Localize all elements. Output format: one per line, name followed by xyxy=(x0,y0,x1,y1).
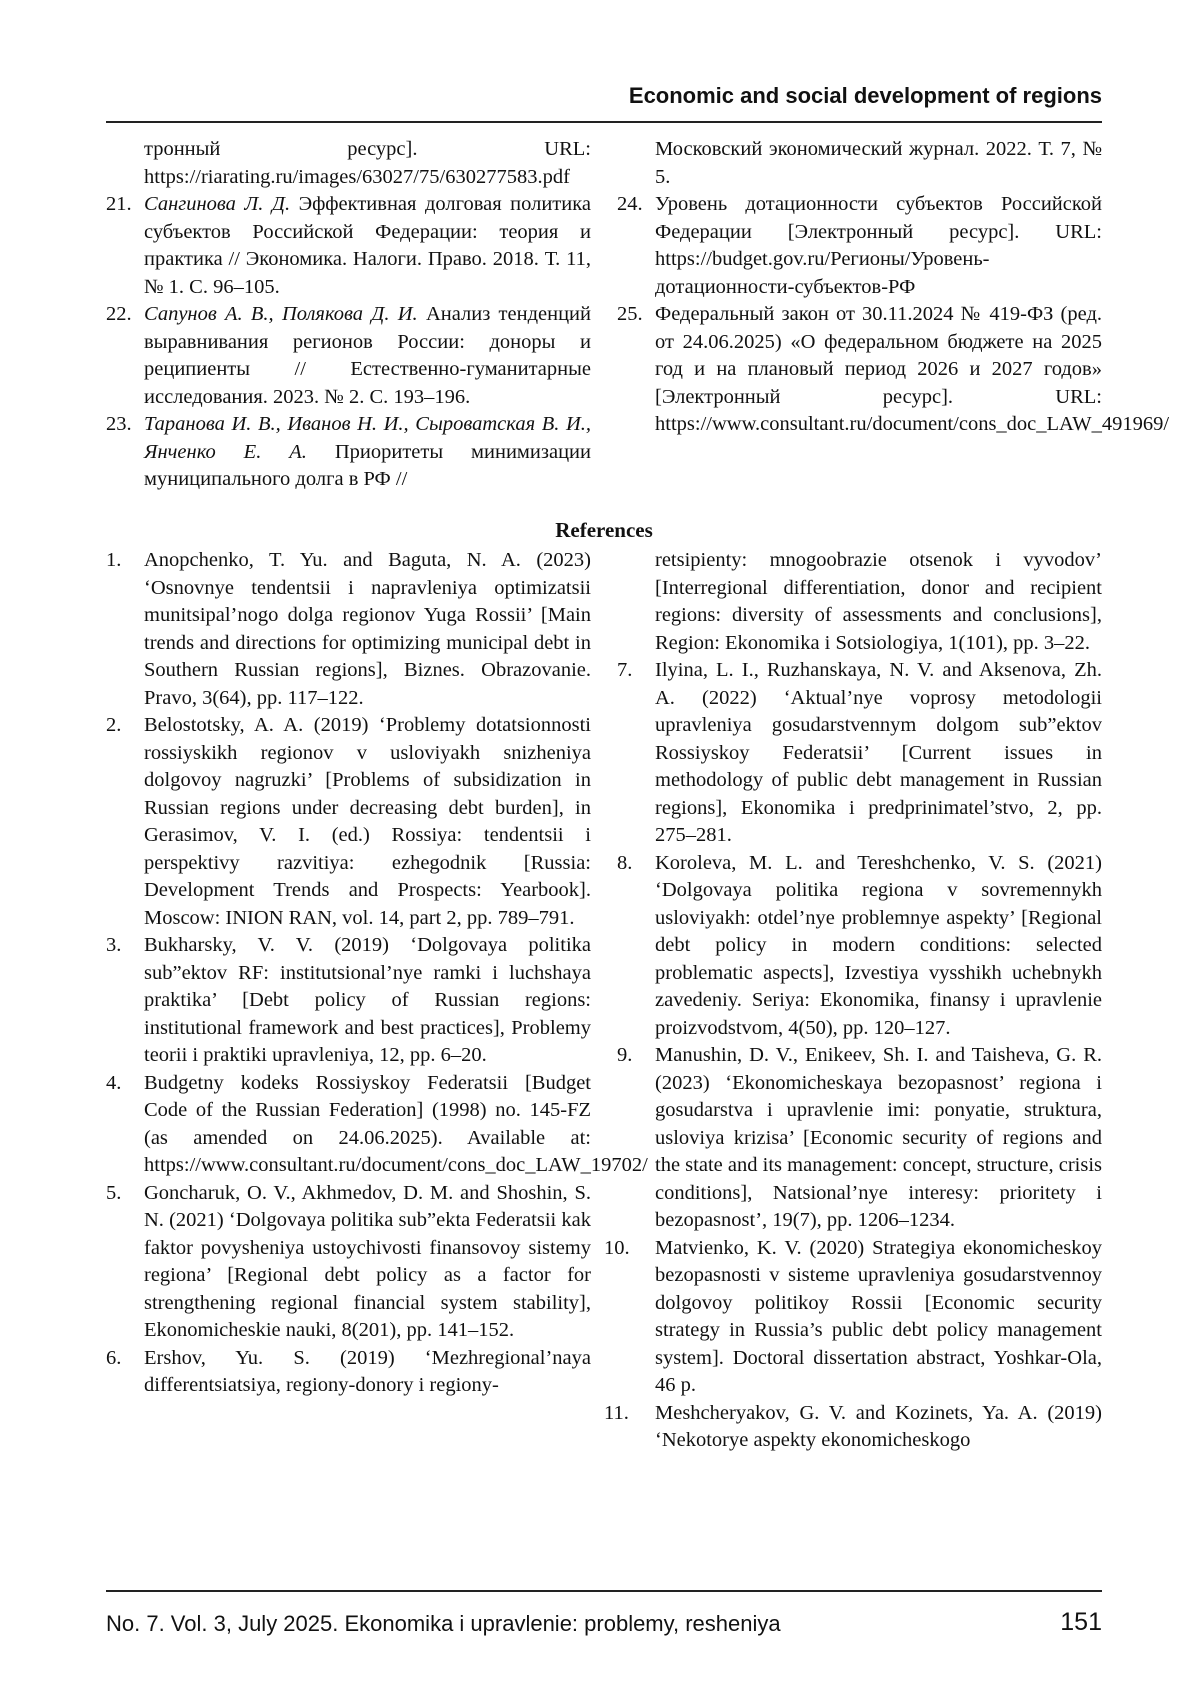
reference-item xyxy=(106,712,591,932)
reference-text: Приоритеты минимизации муниципального долга в РФ // xyxy=(144,440,591,490)
reference-number: 7. xyxy=(617,659,633,681)
reference-authors: Сапунов А. В., Полякова Д. И. xyxy=(144,303,418,325)
reference-item xyxy=(617,301,1170,439)
footer-rule xyxy=(106,1590,1102,1592)
reference-number: 24. xyxy=(617,193,643,215)
reference-number: 23. xyxy=(106,413,132,435)
reference-number: 2. xyxy=(106,714,122,736)
reference-text: Meshcheryakov, G. V. and Kozinets, Ya. A. (2019) ‘Nekotorye aspekty ekonomicheskogo xyxy=(655,1401,1102,1451)
references-right-column xyxy=(604,547,1102,1455)
reference-item xyxy=(604,1400,1102,1455)
reference-text: Bukharsky, V. V. (2019) ‘Dolgovaya politika sub”ektov RF: institutsional’nye ramki i luchshaya praktika’ [Debt policy of Russian regions: institutional framework and best practices], Problemy teorii i praktiki upravleniya, 12, pp. 6–20. xyxy=(144,934,591,1066)
reference-item xyxy=(106,547,591,712)
russian-refs-right-column xyxy=(617,136,1170,439)
reference-continuation: Московский экономический журнал. 2022. Т. 7, № 5. xyxy=(655,138,1102,188)
references-heading: References xyxy=(555,518,653,542)
reference-number: 21. xyxy=(106,193,132,215)
reference-item xyxy=(604,1235,1102,1400)
reference-item xyxy=(106,411,591,494)
reference-text: Anopchenko, T. Yu. and Baguta, N. A. (2023) ‘Osnovnye tendentsii i napravleniya optimizatsii munitsipal’nogo dolga regionov Yuga Rossii’ [Main trends and directions for optimizing municipal debt in Southern Russian regions], Biznes. Obrazovanie. Pravo, 3(64), pp. 117–122. xyxy=(144,549,591,709)
reference-text: Эффективная долговая политика субъектов Российской Федерации: теория и практика // Экономика. Налоги. Право. 2018. Т. 11, № 1. С. 96–105. xyxy=(144,193,591,298)
reference-text: Уровень дотационности субъектов Российской Федерации [Электронный ресурс]. URL: https://budget.gov.ru/Регионы/Уровень-дотационности-субъектов-РФ xyxy=(655,193,1102,298)
reference-number: 6. xyxy=(106,1346,122,1369)
reference-item xyxy=(106,1345,591,1400)
reference-continuation: тронный ресурс]. URL: https://riarating.ru/images/63027/75/630277583.pdf xyxy=(144,138,591,188)
reference-item xyxy=(106,932,591,1070)
reference-number: 22. xyxy=(106,303,132,325)
reference-item xyxy=(617,850,1102,1043)
journal-footer: No. 7. Vol. 3, July 2025. Ekonomika i upravlenie: problemy, resheniya xyxy=(106,1611,781,1636)
reference-item xyxy=(106,1070,648,1180)
reference-text: Goncharuk, O. V., Akhmedov, D. M. and Shoshin, S. N. (2021) ‘Dolgovaya politika sub”ekta Federatsii kak faktor povysheniya ustoychivosti finansovoy sistemy regiona’ [Regional debt policy as a factor for strengthening regional financial system stability], Ekonomicheskie nauki, 8(201), pp. 141–152. xyxy=(144,1181,591,1341)
reference-number: 11. xyxy=(604,1401,629,1424)
header-rule xyxy=(106,121,1102,123)
reference-item xyxy=(617,657,1102,850)
reference-number: 3. xyxy=(106,934,122,956)
reference-number: 4. xyxy=(106,1071,122,1094)
reference-text: Budgetny kodeks Rossiyskoy Federatsii [Budget Code of the Russian Federation] (1998) no. 145-FZ (as amended on 24.06.2025). Available at: https://www.consultant.ru/document/cons_doc_LAW_19702/ xyxy=(144,1071,648,1176)
reference-number: 9. xyxy=(617,1044,633,1066)
reference-number: 1. xyxy=(106,549,122,571)
reference-item xyxy=(617,191,1102,301)
reference-text: Manushin, D. V., Enikeev, Sh. I. and Taisheva, G. R. (2023) ‘Ekonomicheskaya bezopasnost’ regiona i gosudarstva i upravlenie imi: ponyatie, struktura, usloviya krizisa’ [Economic security of regions and the state and its management: concept, structure, crisis conditions], Natsional’nye interesy: prioritety i bezopasnost’, 19(7), pp. 1206–1234. xyxy=(655,1044,1102,1231)
reference-number: 10. xyxy=(604,1236,630,1259)
page-number: 151 xyxy=(1060,1608,1102,1636)
reference-text: Koroleva, M. L. and Tereshchenko, V. S. (2021) ‘Dolgovaya politika regiona v sovremennykh usloviyakh: otdel’nye problemnye aspekty’ [Regional debt policy in modern conditions: selected problematic aspects], Izvestiya vysshikh uchebnykh zavedeniy. Seriya: Ekonomika, finansy i upravlenie proizvodstvom, 4(50), pp. 120–127. xyxy=(655,851,1102,1039)
reference-text: Ilyina, L. I., Ruzhanskaya, N. V. and Aksenova, Zh. A. (2022) ‘Aktual’nye voprosy metodologii upravleniya gosudarstvennym dolgom sub”ektov Rossiyskoy Federatsii’ [Current issues in methodology of public debt management in Russian regions], Ekonomika i predprinimatel’stvo, 2, pp. 275–281. xyxy=(655,659,1102,846)
running-head: Economic and social development of regions xyxy=(628,83,1102,108)
russian-refs-left-column xyxy=(106,136,591,494)
reference-text: Анализ тенденций выравнивания регионов России: доноры и реципиенты // Естественно-гуманитарные исследования. 2023. № 2. С. 193–196. xyxy=(144,303,592,408)
reference-item xyxy=(106,191,591,301)
reference-item xyxy=(106,1180,591,1345)
reference-number: 25. xyxy=(617,303,643,325)
reference-item xyxy=(617,1042,1102,1235)
reference-text: Matvienko, K. V. (2020) Strategiya ekonomicheskoy bezopasnosti v sisteme upravleniya gosudarstvennoy dolgovoy politikoy Rossii [Economic security strategy in Russia’s public debt policy management system]. Doctoral dissertation abstract, Yoshkar-Ola, 46 p. xyxy=(655,1236,1102,1396)
reference-text: Федеральный закон от 30.11.2024 № 419-ФЗ (ред. от 24.06.2025) «О федеральном бюджете на 2025 год и на плановый период 2026 и 2027 годов» [Электронный ресурс]. URL: https://www.consultant.ru/document/cons_doc_LAW_491969/ xyxy=(655,303,1170,435)
reference-number: 8. xyxy=(617,851,633,874)
reference-text: Ershov, Yu. S. (2019) ‘Mezhregional’naya differentsiatsiya, regiony-donory i regiony- xyxy=(144,1346,591,1396)
reference-text: Belostotsky, A. A. (2019) ‘Problemy dotatsionnosti rossiyskikh regionov v usloviyakh snizheniya dolgovoy nagruzki’ [Problems of subsidization in Russian regions under decreasing debt burden], in Gerasimov, V. I. (ed.) Rossiya: tendentsii i perspektivy razvitiya: ezhegodnik [Russia: Development Trends and Prospects: Yearbook]. Moscow: INION RAN, vol. 14, part 2, pp. 789–791. xyxy=(144,714,591,929)
reference-continuation: retsipienty: mnogoobrazie otsenok i vyvodov’ [Interregional differentiation, donor and recipient regions: diversity of assessments and conclusions], Region: Ekonomika i Sotsiologiya, 1(101), pp. 3–22. xyxy=(655,549,1102,654)
reference-authors: Сангинова Л. Д. xyxy=(144,193,291,215)
reference-authors: Таранова И. В., Иванов Н. И., Сыроватская В. И., Янченко Е. А. xyxy=(144,413,591,463)
reference-number: 5. xyxy=(106,1181,122,1204)
reference-item xyxy=(106,301,591,411)
